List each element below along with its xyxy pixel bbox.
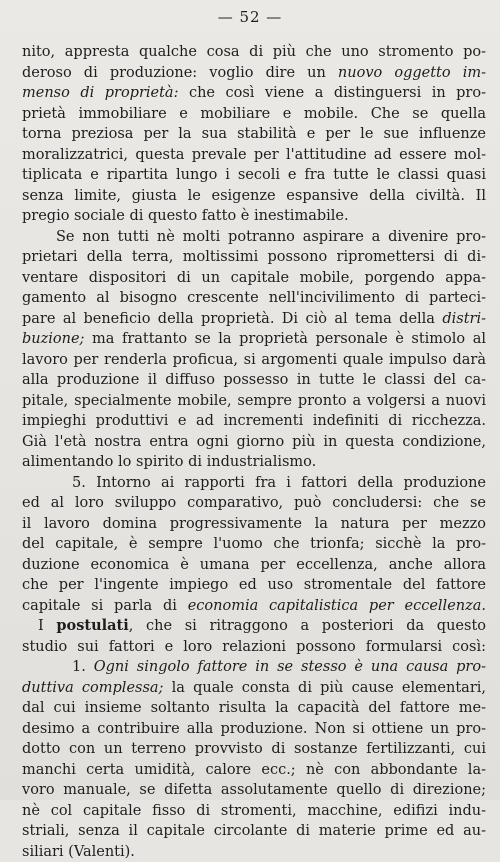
text-line xyxy=(22,165,486,186)
text-line xyxy=(22,514,486,535)
text-line xyxy=(22,145,486,166)
text-segment: il lavoro domina progressivamente la natura per mezzo xyxy=(22,516,486,532)
text-line xyxy=(22,227,486,248)
text-line xyxy=(22,575,486,596)
text-segment: alimentando lo spirito di industrialismo. xyxy=(22,454,316,470)
text-line xyxy=(22,657,486,678)
italic-text: distri- xyxy=(442,311,486,327)
text-segment: striali, senza il capitale circolante di materie prime ed au- xyxy=(22,823,486,839)
text-line xyxy=(22,63,486,84)
text-line xyxy=(22,698,486,719)
text-segment: manchi certa umidità, calore ecc.; nè con abbondante la- xyxy=(22,762,486,778)
text-segment: 5. Intorno ai rapporti fra i fattori della produzione xyxy=(72,475,486,491)
text-segment: la quale consta di più cause elementari, xyxy=(163,680,486,696)
text-segment: senza limite, giusta le esigenze espansive della civiltà. Il xyxy=(22,188,486,204)
italic-text: menso di proprietà: xyxy=(22,85,178,101)
text-line xyxy=(22,432,486,453)
text-line xyxy=(22,247,486,268)
italic-text: Ogni singolo fattore in se stesso è una causa pro- xyxy=(94,659,486,675)
text-line xyxy=(22,842,486,862)
text-line xyxy=(22,370,486,391)
text-segment: , che si ritraggono a posteriori da questo xyxy=(129,618,486,634)
text-segment: studio sui fattori e loro relazioni possono formularsi così: xyxy=(22,639,486,655)
italic-text: duttiva complessa; xyxy=(22,680,163,696)
text-segment: prietà immobiliare e mobiliare e mobile. Che se quella xyxy=(22,106,486,122)
text-segment: Se non tutti nè molti potranno aspirare a divenire pro- xyxy=(56,229,486,245)
bold-text: postulati xyxy=(56,617,128,634)
italic-text: economia capitalistica per eccellenza. xyxy=(188,598,486,614)
text-segment: duzione economica è umana per eccellenza, anche allora xyxy=(22,557,486,573)
text-line xyxy=(22,391,486,412)
text-segment: pare al beneficio della proprietà. Di ciò al tema della xyxy=(22,311,442,327)
text-segment: capitale si parla di xyxy=(22,598,188,614)
text-line xyxy=(22,473,486,494)
text-line xyxy=(22,719,486,740)
text-line xyxy=(22,760,486,781)
text-line xyxy=(22,534,486,555)
text-line xyxy=(22,350,486,371)
body-text xyxy=(22,42,486,862)
text-segment: pregio sociale di questo fatto è inestimabile. xyxy=(22,208,349,224)
text-line xyxy=(22,329,486,350)
text-line xyxy=(22,616,486,637)
italic-text: nuovo oggetto im- xyxy=(338,65,486,81)
text-segment: ed al loro sviluppo comparativo, può concludersi: che se xyxy=(22,495,486,511)
text-line xyxy=(22,780,486,801)
text-segment: alla produzione il diffuso possesso in tutte le classi del ca- xyxy=(22,372,486,388)
text-line xyxy=(22,411,486,432)
text-segment: Già l'età nostra entra ogni giorno più in questa condizione, xyxy=(22,434,486,450)
text-segment: nè col capitale fisso di stromenti, macchine, edifizi indu- xyxy=(22,803,486,819)
text-segment: pitale, specialmente mobile, sempre pronto a volgersi a nuovi xyxy=(22,393,486,409)
text-line xyxy=(22,268,486,289)
text-line xyxy=(22,555,486,576)
text-segment: deroso di produzione: voglio dire un xyxy=(22,65,338,81)
text-segment: lavoro per renderla proficua, si argomenti quale impulso darà xyxy=(22,352,486,368)
text-segment: ma frattanto se la proprietà personale è stimolo al xyxy=(84,331,486,347)
text-line xyxy=(22,288,486,309)
text-segment: desimo a contribuire alla produzione. Non si ottiene un pro- xyxy=(22,721,486,737)
text-segment: moralizzatrici, questa prevale per l'attitudine ad essere mol- xyxy=(22,147,486,163)
text-line xyxy=(22,678,486,699)
text-segment: I xyxy=(38,618,56,634)
text-segment: dotto con un terreno provvisto di sostanze fertilizzanti, cui xyxy=(22,741,486,757)
text-segment: siliari (Valenti). xyxy=(22,844,135,860)
text-segment: impieghi produttivi e ad incrementi indefiniti di ricchezza. xyxy=(22,413,486,429)
text-line xyxy=(22,739,486,760)
text-segment: dal cui insieme soltanto risulta la capacità del fattore me- xyxy=(22,700,486,716)
text-segment: nito, appresta qualche cosa di più che uno stromento po- xyxy=(22,44,486,60)
text-segment: torna preziosa per la sua stabilità e per le sue influenze xyxy=(22,126,486,142)
page-number: — 52 — xyxy=(0,8,500,26)
text-segment: voro manuale, se difetta assolutamente quello di direzione; xyxy=(22,782,486,798)
text-line xyxy=(22,83,486,104)
text-segment: ventare dispositori di un capitale mobile, porgendo appa- xyxy=(22,270,486,286)
text-segment: prietari della terra, moltissimi possono ripromettersi di di- xyxy=(22,249,486,265)
text-segment: che per l'ingente impiego ed uso stromentale del fattore xyxy=(22,577,486,593)
text-segment: tiplicata e ripartita lungo i secoli e fra tutte le classi quasi xyxy=(22,167,486,183)
text-line xyxy=(22,124,486,145)
text-segment: che così viene a distinguersi in pro- xyxy=(178,85,486,101)
text-line xyxy=(22,821,486,842)
text-line xyxy=(22,452,486,473)
text-line xyxy=(22,596,486,617)
italic-text: buzione; xyxy=(22,331,84,347)
text-line xyxy=(22,493,486,514)
text-line xyxy=(22,206,486,227)
text-line xyxy=(22,309,486,330)
text-line xyxy=(22,42,486,63)
text-line xyxy=(22,104,486,125)
text-segment: del capitale, è sempre l'uomo che trionfa; sicchè la pro- xyxy=(22,536,486,552)
text-segment: gamento al bisogno crescente nell'incivilimento di parteci- xyxy=(22,290,486,306)
text-line xyxy=(22,186,486,207)
text-line xyxy=(22,637,486,658)
text-segment: 1. xyxy=(72,659,94,675)
text-line xyxy=(22,801,486,822)
